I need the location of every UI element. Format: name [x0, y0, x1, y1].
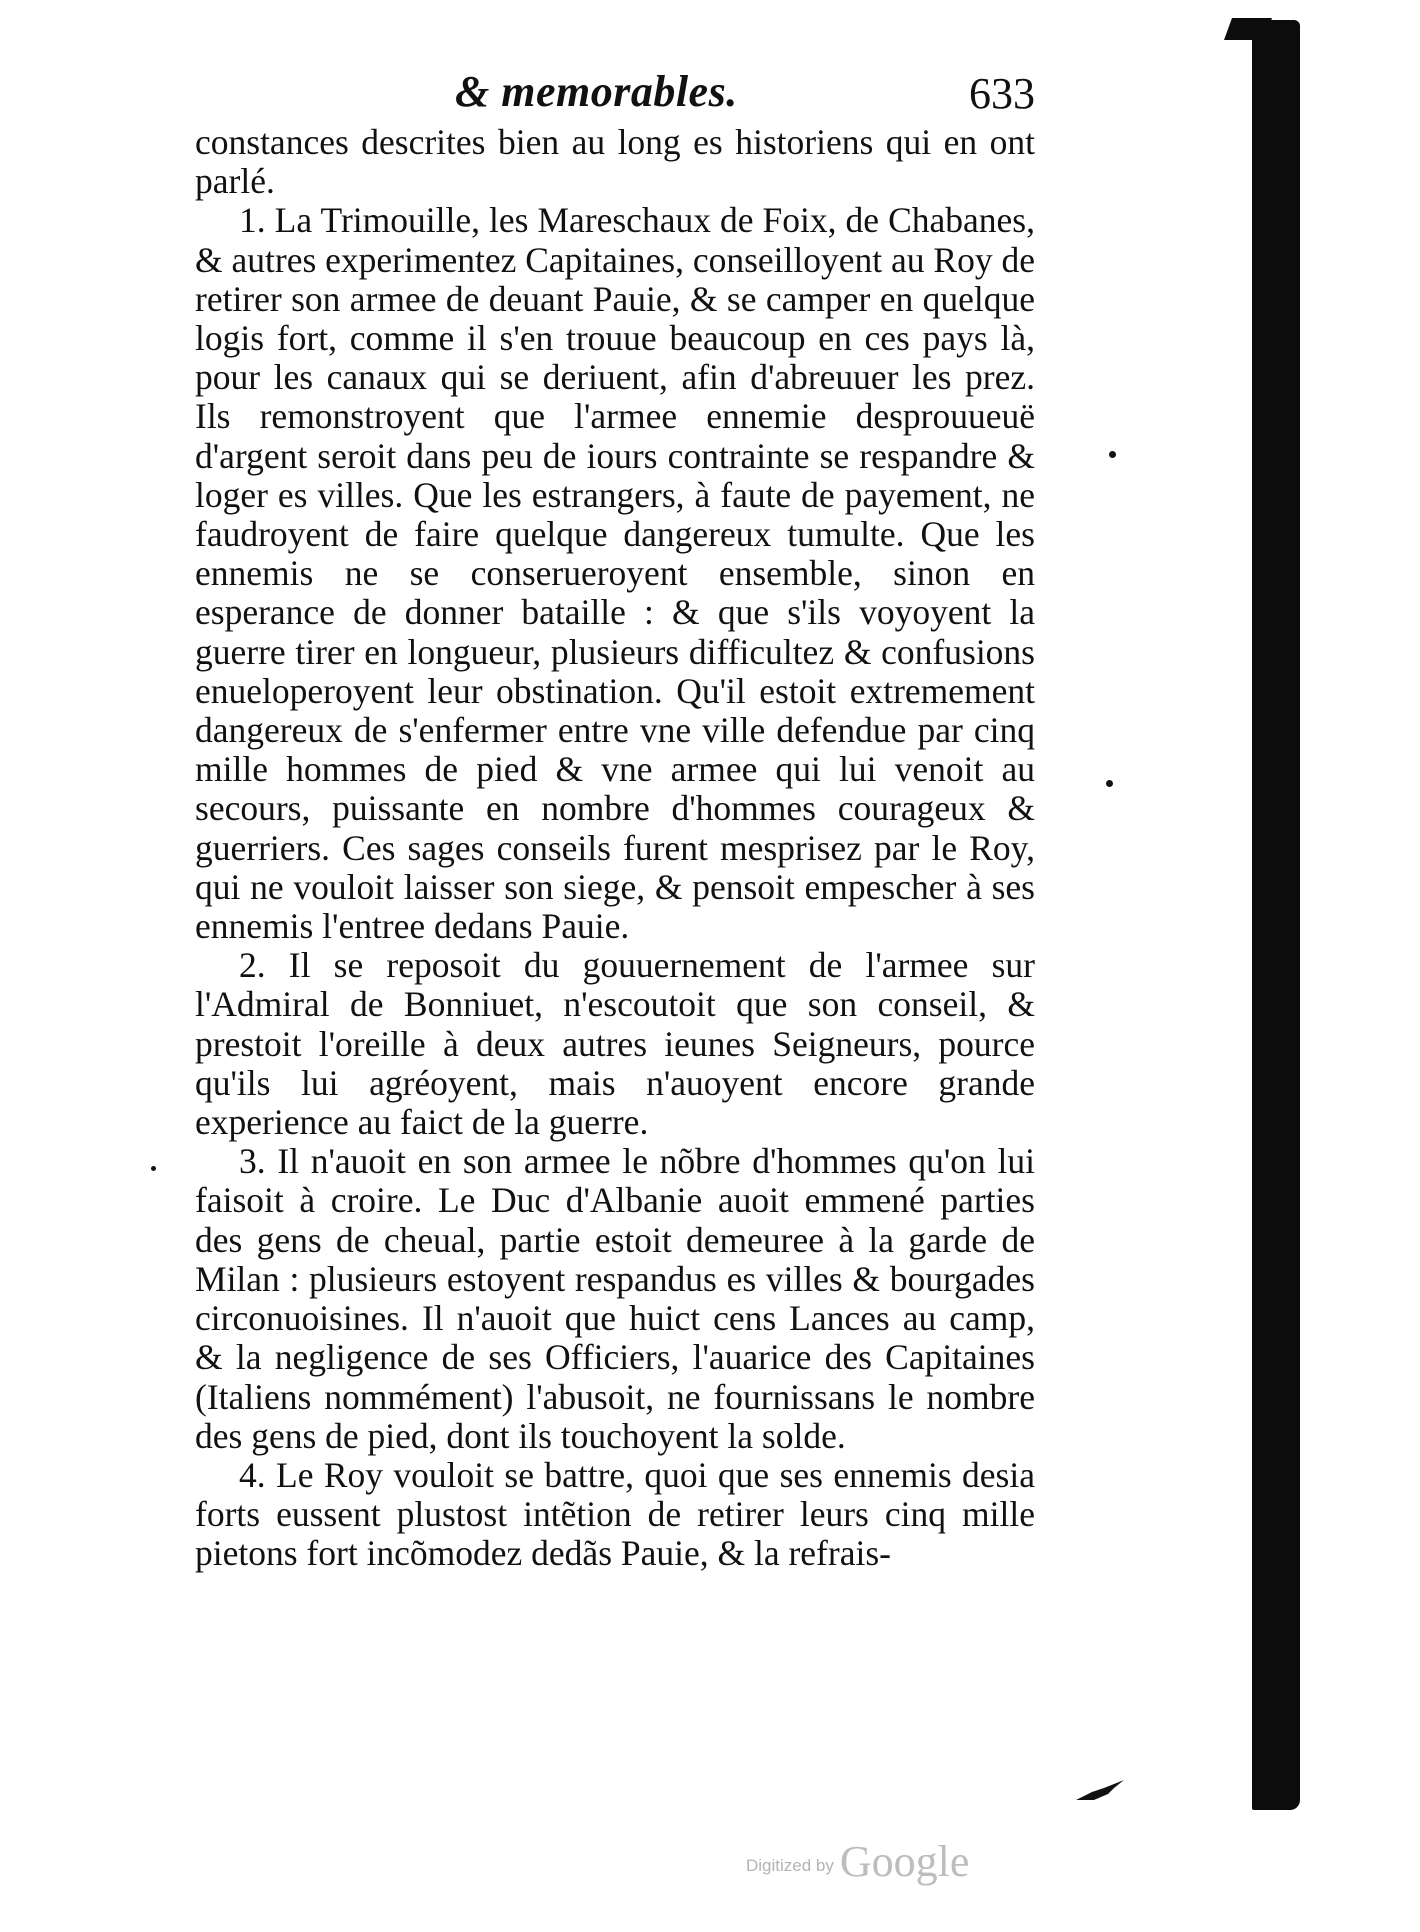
page-number: 633	[969, 69, 1035, 118]
paragraph-2: 2. Il se reposoit du gouuernement de l'armee sur l'Admiral de Bonniuet, n'escoutoit que son conseil, & prestoit l'oreille à deux autres ieunes Seigneurs, pource qu'ils lui agréoyent, mais n'auoyent encore grande experience au faict de la guerre.	[195, 945, 1035, 1143]
paragraph-continuation: constances descrites bien au long es historiens qui en ont parlé.	[195, 122, 1035, 202]
digitized-by-watermark	[746, 1834, 969, 1884]
page-edge-shadow	[1252, 20, 1300, 1810]
ink-flourish-icon	[1074, 1778, 1128, 1804]
running-title: & memorables.	[455, 67, 738, 116]
google-wordmark: Google	[839, 1837, 970, 1886]
digitized-by-label: Digitized by	[746, 1856, 834, 1875]
ink-speck	[1106, 780, 1113, 787]
ink-speck	[1109, 451, 1116, 458]
body-text	[195, 123, 1035, 1574]
ink-speck	[151, 1166, 156, 1171]
paragraph-3: 3. Il n'auoit en son armee le nõbre d'hommes qu'on lui faisoit à croire. Le Duc d'Albanie auoit emmené parties des gens de cheual, partie estoit demeuree à la garde de Milan : plusieurs estoyent respandus es villes & bourgades circonuoisines. Il n'auoit que huict cens Lances au camp, & la negligence de ses Officiers, l'auarice des Capitaines (Italiens nommément) l'abusoit, ne fournissans le nombre des gens de pied, dont ils touchoyent la solde.	[195, 1141, 1035, 1456]
paragraph-1: 1. La Trimouille, les Mareschaux de Foix, de Chabanes, & autres experimentez Capitaines, conseilloyent au Roy de retirer son armee de deuant Pauie, & se camper en quelque logis fort, comme il s'en trouue beaucoup en ces pays là, pour les canaux qui se deriuent, afin d'abreuuer les prez. Ils remonstroyent que l'armee ennemie desprouueuë d'argent seroit dans peu de iours contrainte se respandre & loger es villes. Que les estrangers, à faute de payement, ne faudroyent de faire quelque dangereux tumulte. Que les ennemis ne se conserueroyent ensemble, sinon en esperance de donner bataille : & que s'ils voyoyent la guerre tirer en longueur, plusieurs difficultez & confusions enueloperoyent leur obstination. Qu'il estoit extremement dangereux de s'enfermer entre vne ville defendue par cinq mille hommes de pied & vne armee qui lui venoit au secours, puissante en nombre d'hommes courageux & guerriers. Ces sages conseils furent mesprisez par le Roy, qui ne vouloit laisser son siege, & pensoit empescher à ses ennemis l'entree dedans Pauie.	[195, 200, 1035, 947]
running-head	[195, 66, 1035, 126]
paragraph-4: 4. Le Roy vouloit se battre, quoi que ses ennemis desia forts eussent plustost intẽtion de retirer leurs cinq mille pietons fort incõmodez dedãs Pauie, & la refrais-	[195, 1454, 1035, 1574]
